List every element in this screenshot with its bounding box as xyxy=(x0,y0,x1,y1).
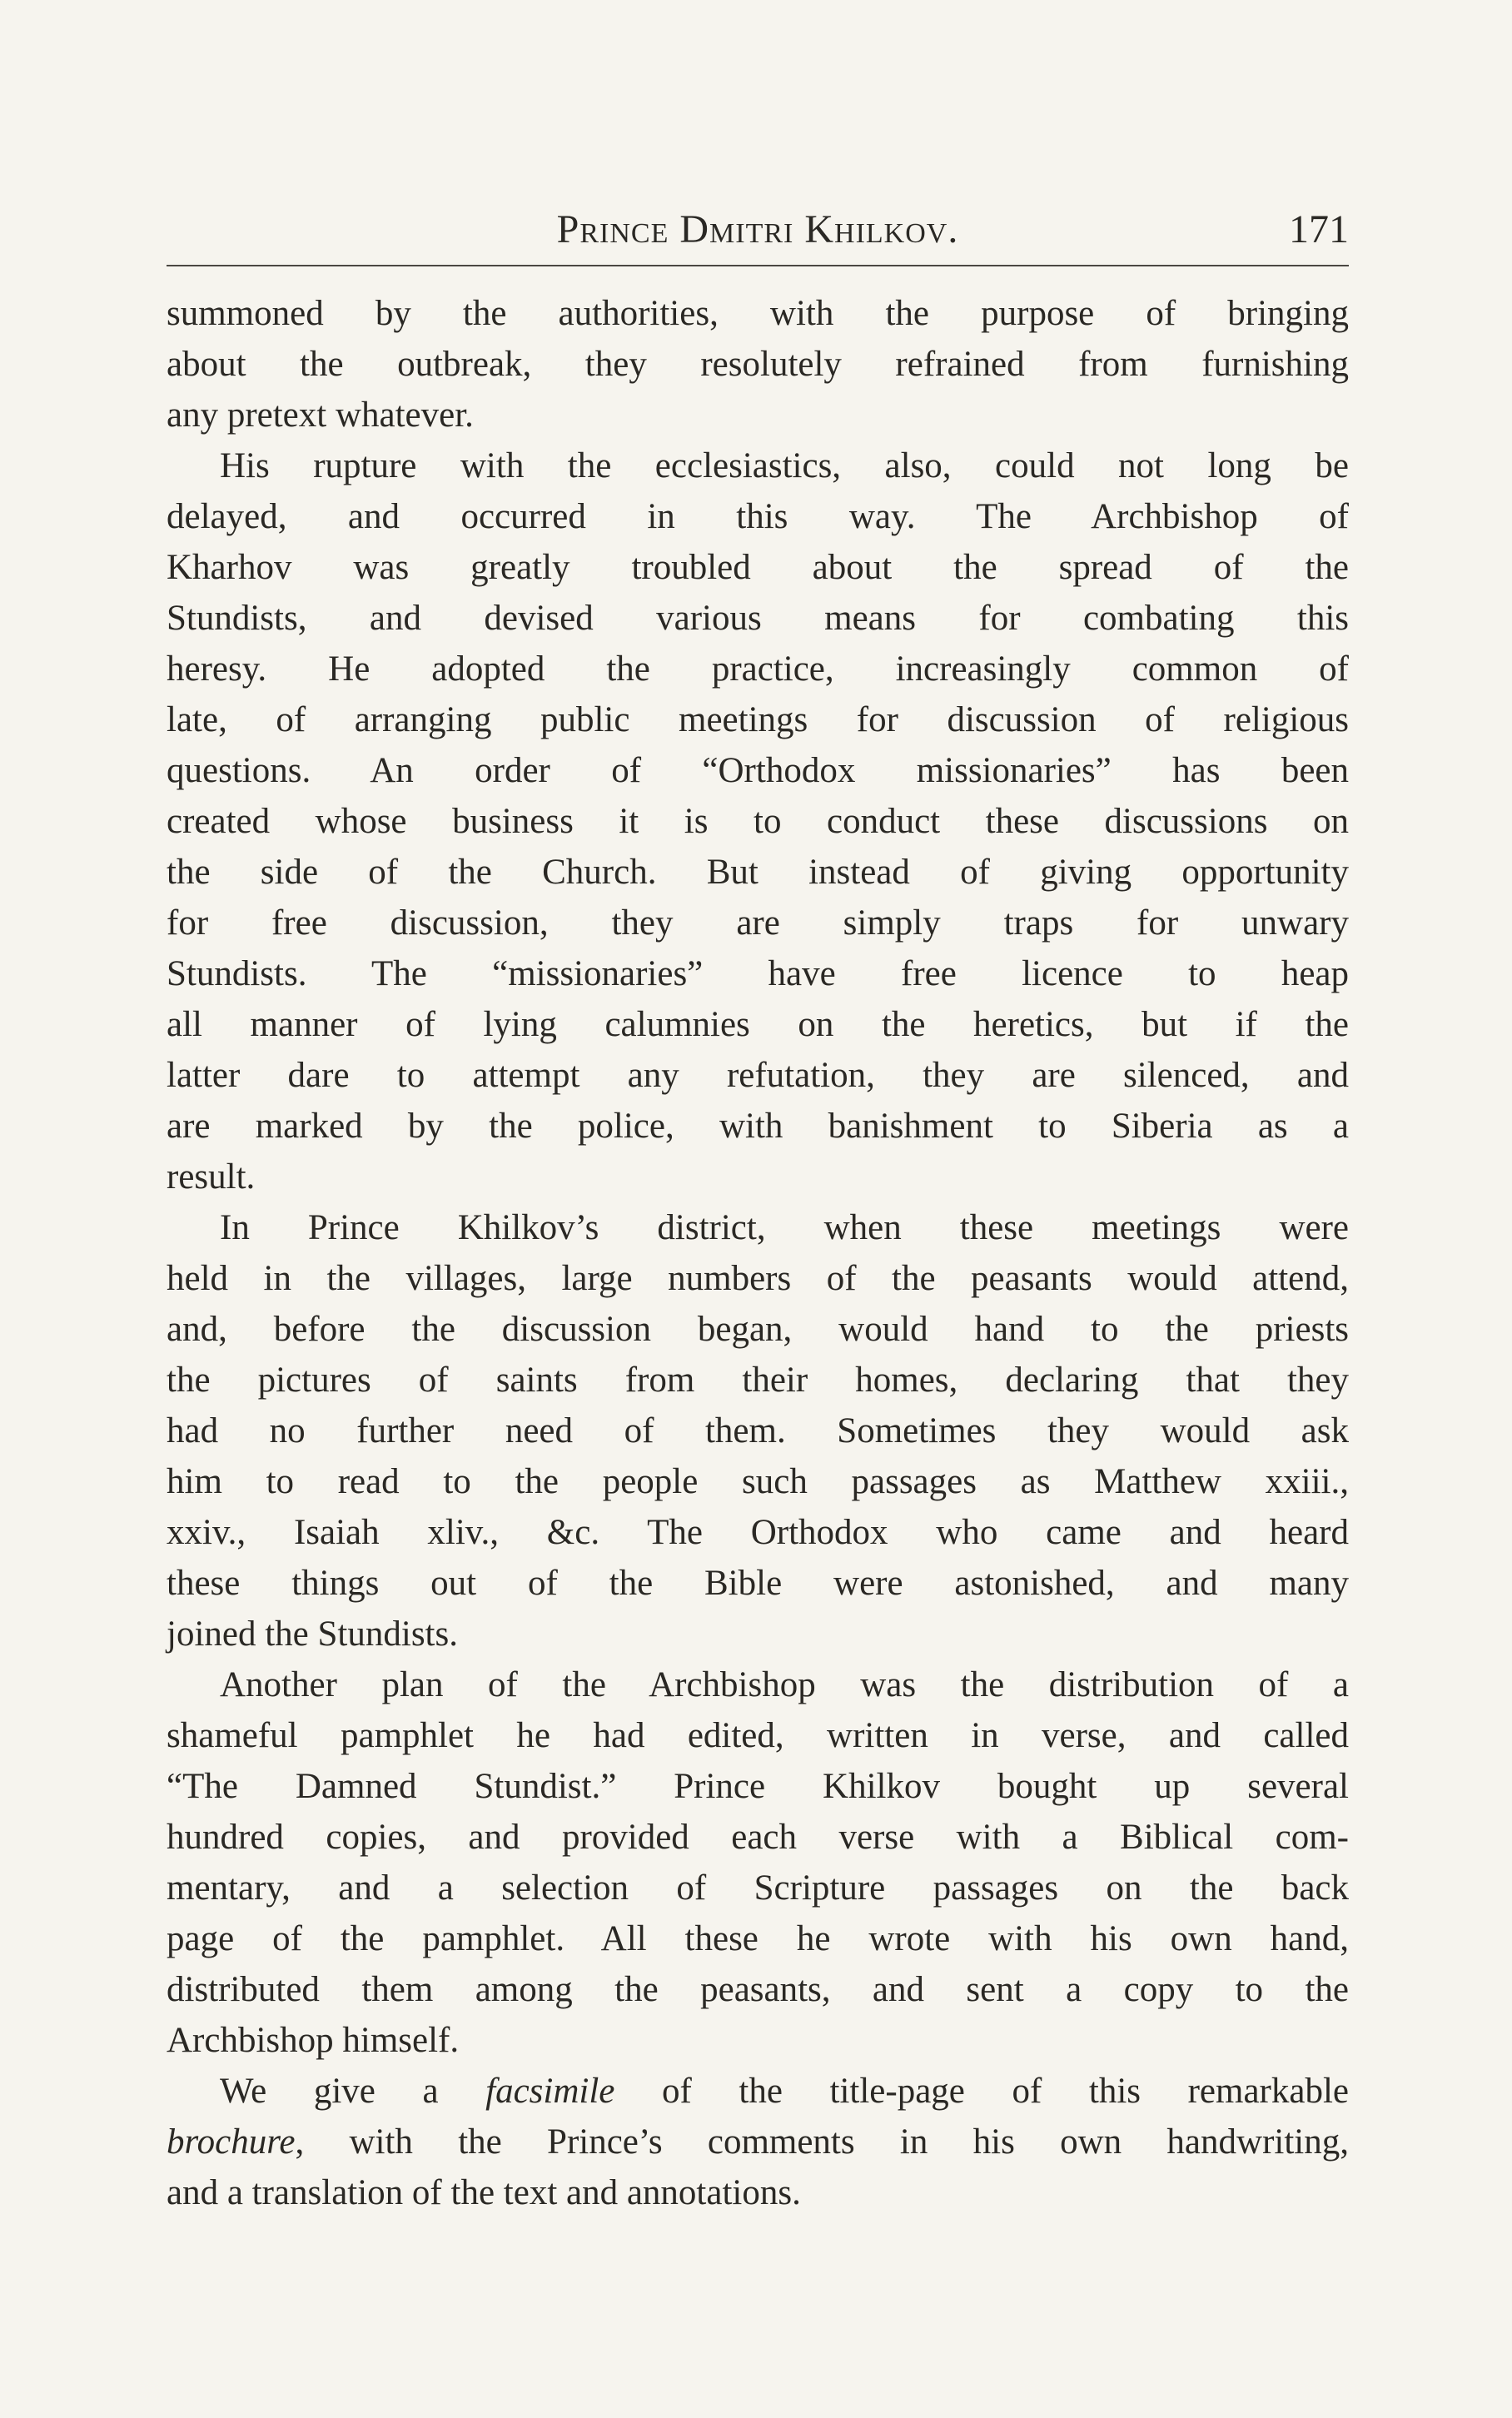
text-line: about the outbreak, they resolutely refrained from furnishing xyxy=(167,345,1349,384)
text-line: In Prince Khilkov’s district, when these meetings were xyxy=(220,1208,1349,1247)
header-rule xyxy=(167,265,1349,266)
body-text xyxy=(167,288,1349,2218)
text-line: brochure, with the Prince’s comments in his own handwriting, xyxy=(167,2122,1349,2162)
text-line: result. xyxy=(167,1157,256,1197)
text-line: hundred copies, and provided each verse with a Biblical com- xyxy=(167,1818,1349,1857)
text-line: Stundists, and devised various means for combating this xyxy=(167,599,1349,638)
text-line: had no further need of them. Sometimes they would ask xyxy=(167,1411,1349,1450)
text-line: Another plan of the Archbishop was the distribution of a xyxy=(220,1665,1349,1704)
text-line: are marked by the police, with banishment to Siberia as a xyxy=(167,1107,1349,1146)
text-line: Kharhov was greatly troubled about the spread of the xyxy=(167,548,1349,587)
text-line: the pictures of saints from their homes, declaring that they xyxy=(167,1361,1349,1400)
text-line: any pretext whatever. xyxy=(167,396,474,435)
text-line: Archbishop himself. xyxy=(167,2021,460,2060)
italic-word: facsimile xyxy=(485,2072,615,2111)
running-title: Prince Dmitri Khilkov. xyxy=(556,207,959,251)
text-line: late, of arranging public meetings for discussion of religious xyxy=(167,700,1349,739)
text-line: “The Damned Stundist.” Prince Khilkov bought up several xyxy=(167,1767,1349,1806)
text-line: latter dare to attempt any refutation, they are silenced, and xyxy=(167,1056,1349,1095)
text-line: xxiv., Isaiah xliv., &c. The Orthodox who came and heard xyxy=(167,1513,1349,1552)
page-number: 171 xyxy=(1289,207,1349,251)
text-line: created whose business it is to conduct these discussions on xyxy=(167,802,1349,841)
text-line: His rupture with the ecclesiastics, also, could not long be xyxy=(220,446,1349,485)
text-line: mentary, and a selection of Scripture passages on the back xyxy=(167,1868,1349,1908)
text-line: the side of the Church. But instead of giving opportunity xyxy=(167,853,1349,892)
text-line: questions. An order of “Orthodox missionaries” has been xyxy=(167,751,1349,790)
text-line: shameful pamphlet he had edited, written in verse, and called xyxy=(167,1716,1349,1755)
text-line: heresy. He adopted the practice, increasingly common of xyxy=(167,649,1349,689)
text-line: distributed them among the peasants, and sent a copy to the xyxy=(167,1970,1349,2009)
text-line: delayed, and occurred in this way. The Archbishop of xyxy=(167,497,1349,536)
text-line: Stundists. The “missionaries” have free licence to heap xyxy=(167,954,1349,993)
text-line: for free discussion, they are simply traps for unwary xyxy=(167,903,1349,943)
text-line: these things out of the Bible were astonished, and many xyxy=(167,1564,1349,1603)
text-line: page of the pamphlet. All these he wrote with his own hand, xyxy=(167,1919,1349,1958)
text-line: summoned by the authorities, with the purpose of bringing xyxy=(167,294,1349,333)
running-head xyxy=(167,206,1349,258)
italic-word: brochure xyxy=(167,2122,296,2162)
text-line: him to read to the people such passages as Matthew xxiii., xyxy=(167,1462,1349,1501)
text-line: held in the villages, large numbers of the peasants would attend, xyxy=(167,1259,1349,1298)
text-line: We give a facsimile of the title-page of this remarkable xyxy=(220,2072,1349,2111)
text-line: and a translation of the text and annotations. xyxy=(167,2173,801,2212)
text-line: joined the Stundists. xyxy=(167,1614,458,1654)
text-line: and, before the discussion began, would hand to the priests xyxy=(167,1310,1349,1349)
text-line: all manner of lying calumnies on the heretics, but if the xyxy=(167,1005,1349,1044)
